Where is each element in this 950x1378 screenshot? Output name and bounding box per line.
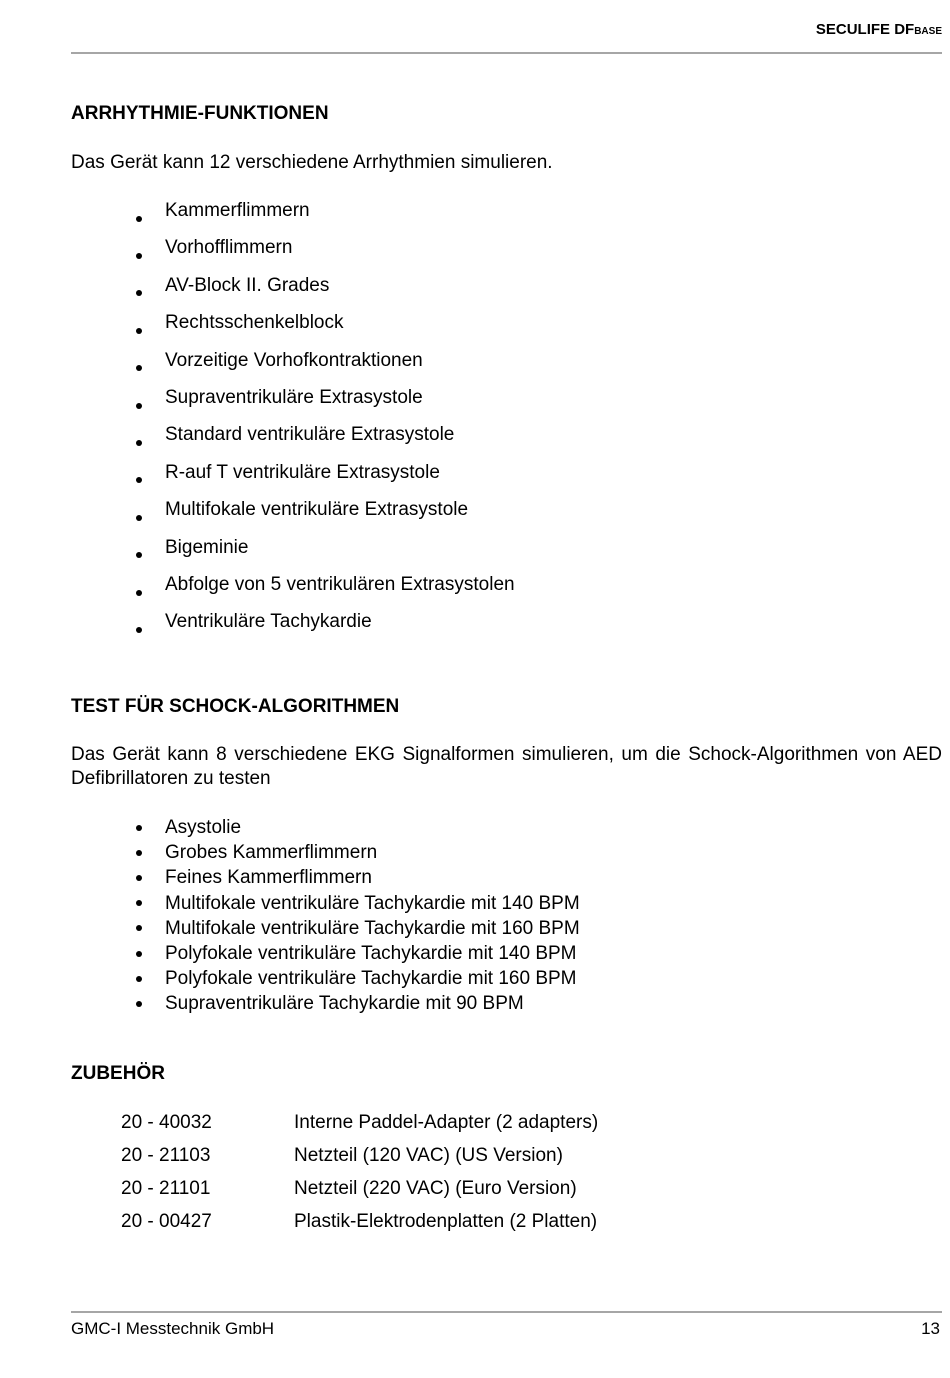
page-number: 13	[921, 1319, 940, 1338]
table-row	[121, 1172, 598, 1205]
product-name: SECULIFE DF	[815, 21, 915, 38]
part-description: Interne Paddel-Adapter (2 adapters)	[294, 1111, 599, 1133]
document-header-title	[816, 21, 942, 38]
bullet-icon	[136, 825, 142, 831]
arrhythmia-intro: Das Gerät kann 12 verschiedene Arrhythmien simulieren.	[71, 152, 553, 173]
bullet-icon	[136, 552, 142, 558]
bullet-icon	[136, 925, 142, 931]
part-number: 20 - 40032	[121, 1111, 212, 1133]
bullet-icon	[136, 627, 142, 633]
part-number: 20 - 21103	[121, 1144, 211, 1166]
table-row	[121, 1139, 598, 1172]
arrhythmia-heading: ARRHYTHMIE-FUNKTIONEN	[71, 103, 329, 124]
footer-divider	[71, 1311, 942, 1313]
part-number: 20 - 00427	[121, 1210, 212, 1232]
part-description: Plastik-Elektrodenplatten (2 Platten)	[294, 1210, 598, 1232]
bullet-icon	[136, 365, 142, 371]
bullet-icon	[136, 328, 142, 334]
bullet-icon	[136, 216, 142, 222]
bullet-icon	[136, 976, 142, 982]
bullet-icon	[136, 253, 142, 259]
bullet-icon	[136, 900, 142, 906]
table-row	[121, 1106, 598, 1139]
table-row	[121, 1205, 598, 1238]
bullet-icon	[136, 590, 142, 596]
shock-heading: TEST FÜR SCHOCK-ALGORITHMEN	[71, 696, 400, 717]
bullet-icon	[136, 403, 142, 409]
bullet-icon	[136, 477, 142, 483]
bullet-icon	[136, 290, 142, 296]
bullet-icon	[136, 875, 142, 881]
part-description: Netzteil (220 VAC) (Euro Version)	[294, 1177, 577, 1199]
product-name-suffix: BASE	[914, 26, 942, 37]
accessories-heading: ZUBEHÖR	[71, 1063, 165, 1084]
accessories-table	[121, 1106, 598, 1238]
bullet-icon	[136, 515, 142, 521]
bullet-icon	[136, 850, 142, 856]
part-description: Netzteil (120 VAC) (US Version)	[294, 1144, 563, 1166]
footer-company: GMC-I Messtechnik GmbH	[71, 1319, 275, 1338]
bullet-icon	[136, 1001, 142, 1007]
bullet-icon	[136, 951, 142, 957]
bullet-icon	[136, 440, 142, 446]
header-divider	[71, 52, 942, 54]
part-number: 20 - 21101	[121, 1177, 211, 1199]
shock-intro: Das Gerät kann 8 verschiedene EKG Signalformen simulieren, um die Schock-Algorithmen von AED Defibrillatoren zu testen	[71, 744, 942, 789]
